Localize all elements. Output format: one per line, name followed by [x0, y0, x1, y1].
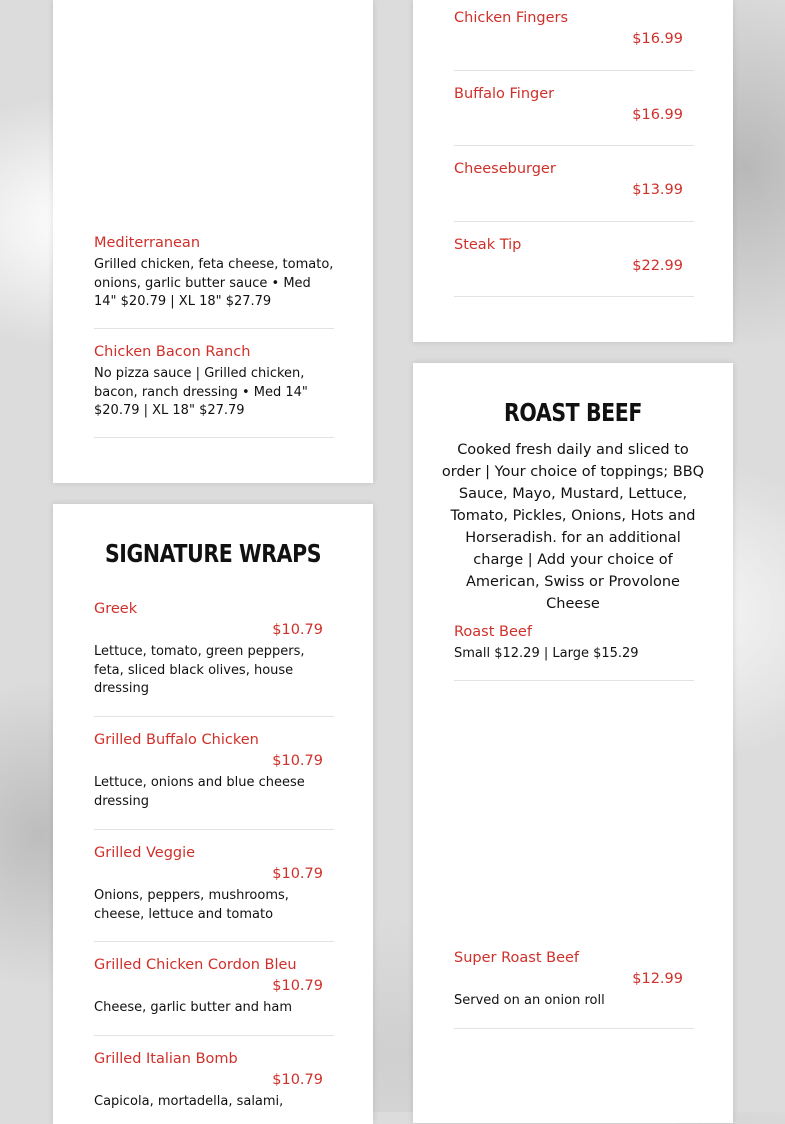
menu-item-description: Cheese, garlic butter and ham [94, 1000, 293, 1015]
item-divider [94, 1035, 334, 1036]
menu-item-price: $10.79 [272, 866, 323, 882]
menu-item [454, 8, 694, 49]
menu-item-price: $16.99 [632, 31, 683, 47]
menu-item-price: $12.99 [632, 971, 683, 987]
menu-item-price: $16.99 [632, 107, 683, 123]
menu-item-name: Buffalo Finger [454, 86, 555, 102]
item-divider [454, 296, 694, 297]
item-divider [454, 680, 694, 681]
menu-item-name: Grilled Veggie [94, 845, 196, 861]
menu-item-name: Cheeseburger [454, 161, 556, 177]
menu-item [94, 233, 334, 312]
item-divider [454, 145, 694, 146]
fingers-burgers-card [413, 0, 733, 342]
menu-item-price: $10.79 [272, 1072, 323, 1088]
item-divider [454, 1028, 694, 1029]
menu-item-name: Grilled Chicken Cordon Bleu [94, 957, 297, 973]
menu-item [454, 622, 694, 664]
signature-wraps-card [53, 504, 373, 1124]
menu-item [94, 730, 334, 811]
menu-item-description: Small $12.29 | Large $15.29 [454, 646, 639, 661]
menu-item [454, 235, 694, 276]
item-divider [454, 221, 694, 222]
menu-item [454, 159, 694, 200]
menu-item-price: $10.79 [272, 978, 323, 994]
pizza-menu-card [53, 0, 373, 483]
menu-item-description: Onions, peppers, mushrooms, cheese, lettuce and tomato [94, 888, 289, 922]
menu-item-description: Lettuce, tomato, green peppers, feta, sliced black olives, house dressing [94, 644, 305, 696]
menu-item [94, 955, 334, 1018]
menu-item-name: Chicken Bacon Ranch [94, 344, 251, 360]
item-divider [94, 437, 334, 438]
menu-item [454, 84, 694, 125]
item-divider [94, 328, 334, 329]
menu-item-name: Mediterranean [94, 235, 201, 251]
item-divider [94, 941, 334, 942]
menu-item-name: Grilled Buffalo Chicken [94, 732, 259, 748]
menu-item-name: Roast Beef [454, 624, 532, 640]
menu-item-description: Grilled chicken, feta cheese, tomato, onions, garlic butter sauce • Med 14" $20.79 | XL 18" $27.79 [94, 257, 334, 309]
item-divider [94, 716, 334, 717]
menu-item-price: $22.99 [632, 258, 683, 274]
menu-item-name: Super Roast Beef [454, 950, 580, 966]
menu-item-name: Chicken Fingers [454, 10, 569, 26]
item-divider [94, 829, 334, 830]
menu-item-description: Capicola, mortadella, salami, [94, 1094, 284, 1109]
menu-item-name: Steak Tip [454, 237, 522, 253]
menu-item [94, 843, 334, 924]
menu-item-name: Grilled Italian Bomb [94, 1051, 238, 1067]
section-title: SIGNATURE WRAPS [104, 539, 322, 568]
menu-item [94, 1049, 334, 1112]
menu-item-name: Greek [94, 601, 138, 617]
section-title: ROAST BEEF [504, 398, 642, 427]
menu-item-price: $10.79 [272, 753, 323, 769]
roast-beef-card [413, 363, 733, 1123]
item-divider [454, 70, 694, 71]
menu-item-description: Served on an onion roll [454, 993, 605, 1008]
menu-item [94, 599, 334, 699]
menu-item [94, 342, 334, 421]
menu-item-description: No pizza sauce | Grilled chicken, bacon, ranch dressing • Med 14" $20.79 | XL 18" $27.79 [94, 366, 308, 418]
menu-item-description: Lettuce, onions and blue cheese dressing [94, 775, 305, 809]
menu-item-price: $13.99 [632, 182, 683, 198]
menu-item-price: $10.79 [272, 622, 323, 638]
menu-item [454, 948, 694, 1011]
section-description: Cooked fresh daily and sliced to order | Your choice of toppings; BBQ Sauce, Mayo, Mustard, Lettuce, Tomato, Pickles, Onions, Hots and Horseradish. for an additional charge | Add your choice of American, Swiss or Provolone Cheese [441, 442, 705, 612]
